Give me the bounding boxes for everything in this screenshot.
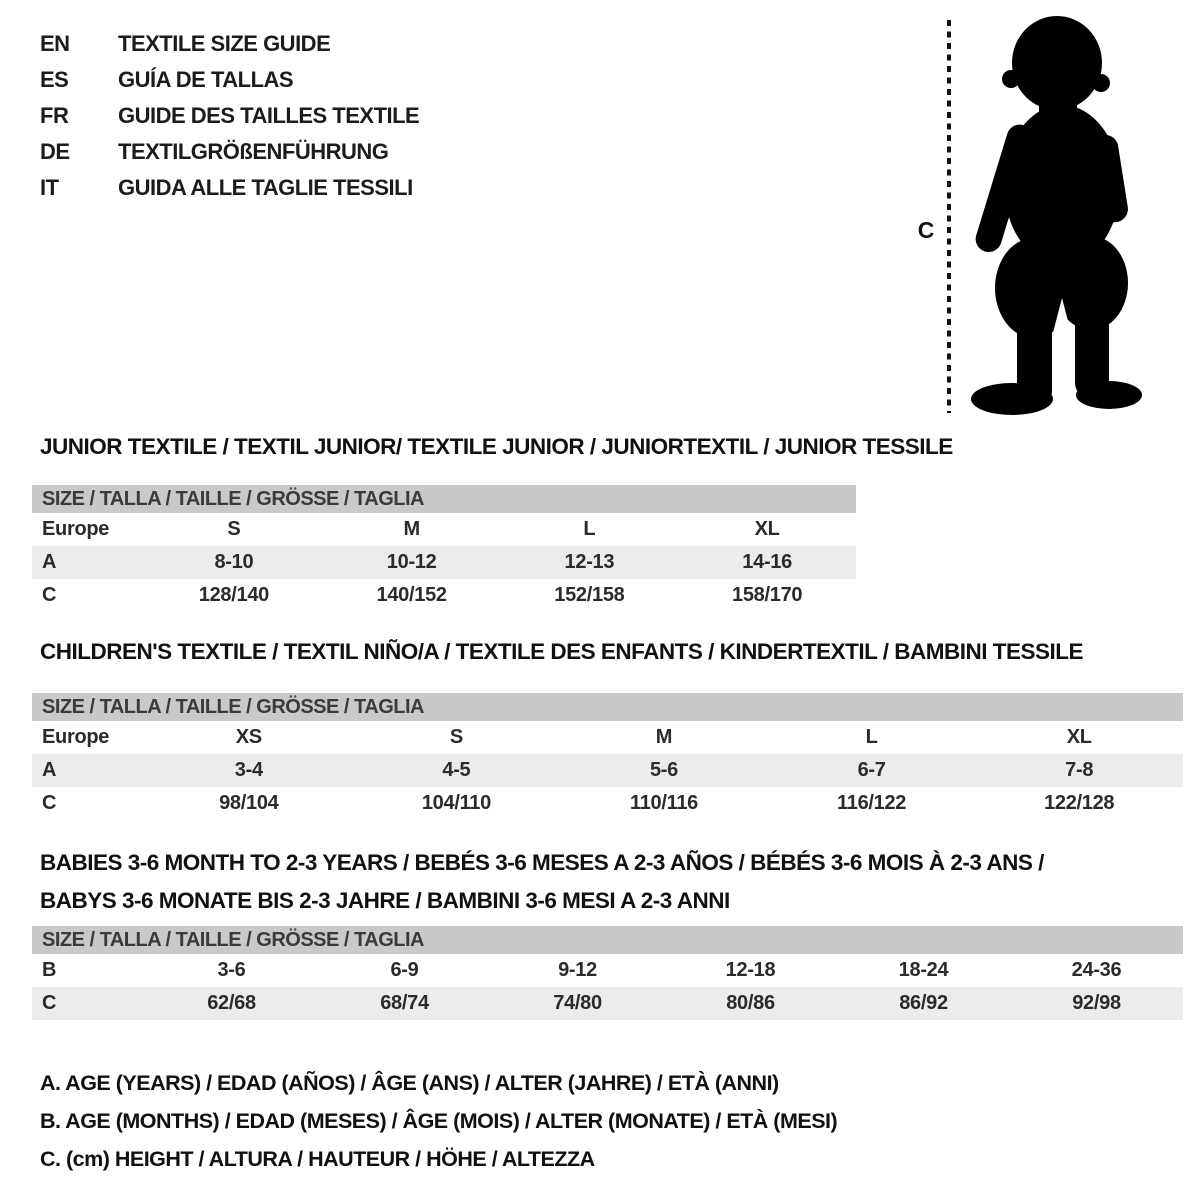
row-label-cell: A xyxy=(42,551,57,573)
table-cell: 6-9 xyxy=(390,959,419,981)
children-size-table xyxy=(32,693,1183,820)
junior-section-title: JUNIOR TEXTILE / TEXTIL JUNIOR/ TEXTILE JUNIOR / JUNIORTEXTIL / JUNIOR TESSILE xyxy=(40,434,953,459)
table-cell: 8-10 xyxy=(214,551,254,573)
table-cell: S xyxy=(449,726,463,748)
size-header-bar: SIZE / TALLA / TAILLE / GRÖSSE / TAGLIA xyxy=(32,926,1183,954)
table-cell: 68/74 xyxy=(380,992,429,1014)
table-cell: 3-6 xyxy=(217,959,246,981)
junior-size-table xyxy=(32,485,856,612)
lang-label: TEXTILE SIZE GUIDE xyxy=(118,31,331,56)
table-cell: 14-16 xyxy=(742,551,792,573)
table-cell: 6-7 xyxy=(857,759,886,781)
table-row xyxy=(32,754,1183,787)
table-cell: 9-12 xyxy=(558,959,597,981)
babies-section-title xyxy=(40,844,1180,920)
lang-code: IT xyxy=(40,175,59,200)
table-row xyxy=(32,546,856,579)
language-title-block xyxy=(40,26,419,206)
table-cell: 152/158 xyxy=(554,584,625,606)
table-cell: L xyxy=(865,726,878,748)
table-cell: 128/140 xyxy=(198,584,269,606)
table-cell: S xyxy=(227,518,241,540)
legend-line-b: B. AGE (MONTHS) / EDAD (MESES) / ÂGE (MOIS) / ALTER (MONATE) / ETÀ (MESI) xyxy=(40,1109,838,1133)
table-row xyxy=(32,513,856,546)
row-label-cell: A xyxy=(42,759,57,781)
table-cell: 18-24 xyxy=(898,959,949,981)
table-cell: XL xyxy=(1066,726,1092,748)
table-cell: 24-36 xyxy=(1071,959,1122,981)
lang-row-es xyxy=(40,62,419,98)
table-cell: 92/98 xyxy=(1072,992,1121,1014)
table-cell: 12-18 xyxy=(725,959,776,981)
table-cell: XL xyxy=(754,518,780,540)
row-label-cell: C xyxy=(42,992,57,1014)
lang-row-de xyxy=(40,134,419,170)
table-cell: L xyxy=(583,518,596,540)
table-cell: 158/170 xyxy=(732,584,803,606)
legend-line-a: A. AGE (YEARS) / EDAD (AÑOS) / ÂGE (ANS) / ALTER (JAHRE) / ETÀ (ANNI) xyxy=(40,1071,779,1095)
children-section-title: CHILDREN'S TEXTILE / TEXTIL NIÑO/A / TEXTILE DES ENFANTS / KINDERTEXTIL / BAMBINI TESSILE xyxy=(40,639,1084,664)
babies-title-line2: BABYS 3-6 MONATE BIS 2-3 JAHRE / BAMBINI 3-6 MESI A 2-3 ANNI xyxy=(40,888,730,913)
table-cell: XS xyxy=(235,726,262,748)
table-cell: 5-6 xyxy=(649,759,678,781)
lang-label: TEXTILGRÖßENFÜHRUNG xyxy=(118,139,389,164)
table-cell: 7-8 xyxy=(1065,759,1094,781)
lang-code: ES xyxy=(40,67,69,92)
lang-code: DE xyxy=(40,139,70,164)
lang-code: FR xyxy=(40,103,69,128)
table-cell: 3-4 xyxy=(234,759,263,781)
measurement-legend xyxy=(40,1064,837,1178)
table-row xyxy=(32,721,1183,754)
lang-label: GUIDE DES TAILLES TEXTILE xyxy=(118,103,420,128)
table-cell: M xyxy=(403,518,420,540)
table-cell: 104/110 xyxy=(421,792,491,814)
table-cell: 140/152 xyxy=(376,584,447,606)
legend-line-c: C. (cm) HEIGHT / ALTURA / HAUTEUR / HÖHE / ALTEZZA xyxy=(40,1147,595,1171)
table-cell: 86/92 xyxy=(899,992,948,1014)
table-row xyxy=(32,954,1183,987)
babies-title-line1: BABIES 3-6 MONTH TO 2-3 YEARS / BEBÉS 3-6 MESES A 2-3 AÑOS / BÉBÉS 3-6 MOIS À 2-3 ANS / xyxy=(40,850,1044,875)
toddler-silhouette-icon xyxy=(900,0,1180,430)
table-cell: 10-12 xyxy=(386,551,437,573)
table-cell: 110/116 xyxy=(629,792,698,814)
table-cell: M xyxy=(655,726,673,748)
table-cell: 116/122 xyxy=(837,792,907,814)
height-marker-label: C xyxy=(917,217,935,243)
row-label-cell: B xyxy=(42,959,57,981)
table-cell: 98/104 xyxy=(219,792,279,814)
lang-label: GUÍA DE TALLAS xyxy=(118,67,294,92)
lang-label: GUIDA ALLE TAGLIE TESSILI xyxy=(118,175,413,200)
lang-row-it xyxy=(40,170,419,206)
table-cell: 80/86 xyxy=(726,992,775,1014)
row-label-cell: Europe xyxy=(42,726,110,748)
table-cell: 122/128 xyxy=(1044,792,1115,814)
lang-code: EN xyxy=(40,31,70,56)
babies-size-table xyxy=(32,926,1183,1020)
row-label-cell: Europe xyxy=(42,518,110,540)
table-row xyxy=(32,579,856,612)
table-row xyxy=(32,987,1183,1020)
table-cell: 12-13 xyxy=(564,551,615,573)
toddler-figure xyxy=(900,0,1180,430)
table-cell: 74/80 xyxy=(553,992,602,1014)
size-header-bar: SIZE / TALLA / TAILLE / GRÖSSE / TAGLIA xyxy=(32,693,1183,721)
table-cell: 4-5 xyxy=(442,759,471,781)
table-cell: 62/68 xyxy=(207,992,256,1014)
size-header-bar: SIZE / TALLA / TAILLE / GRÖSSE / TAGLIA xyxy=(32,485,856,513)
table-row xyxy=(32,787,1183,820)
lang-row-en xyxy=(40,26,419,62)
row-label-cell: C xyxy=(42,792,57,814)
row-label-cell: C xyxy=(42,584,57,606)
lang-row-fr xyxy=(40,98,419,134)
